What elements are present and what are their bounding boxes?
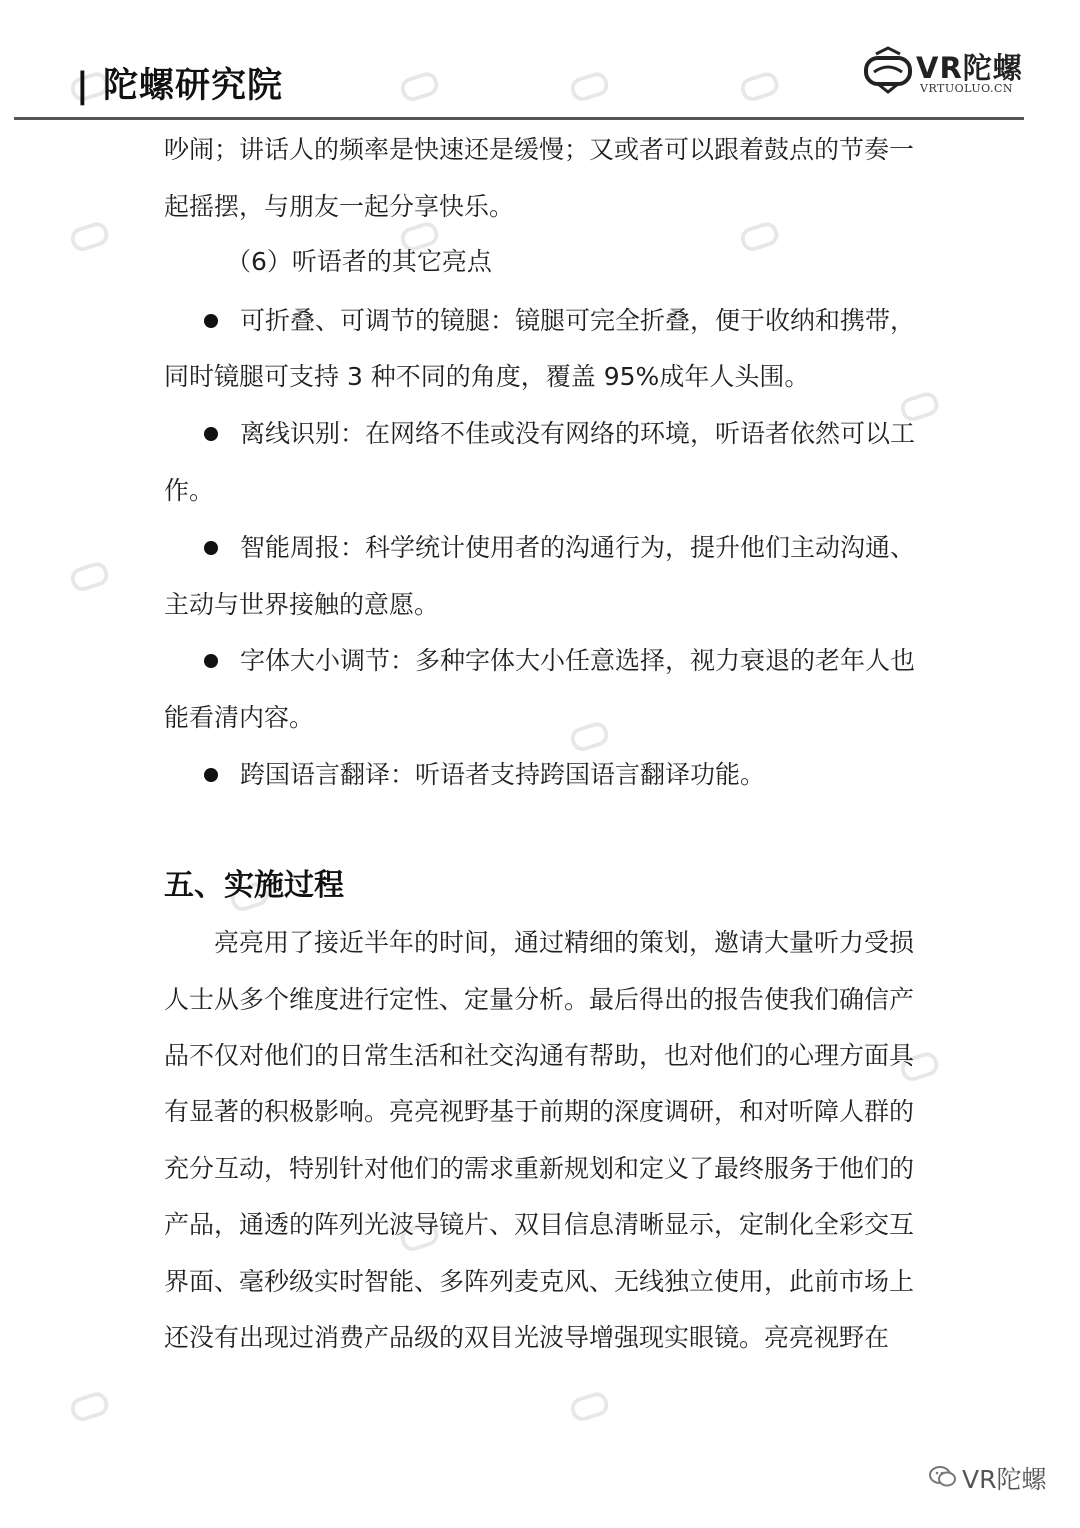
- bullet-icon: [204, 768, 218, 782]
- bullet-item-text: 离线识别：在网络不佳或没有网络的环境，听语者依然可以工: [240, 419, 916, 448]
- paragraph-line: 人士从多个维度进行定性、定量分析。最后得出的报告使我们确信产: [164, 985, 915, 1014]
- bullet-icon: [204, 541, 218, 555]
- watermark: [564, 1350, 716, 1450]
- section-heading: 五、实施过程: [164, 868, 344, 903]
- wechat-icon: [928, 1464, 958, 1490]
- text-line: 作。: [164, 476, 215, 505]
- text-line: 吵闹；讲话人的频率是快速还是缓慢；又或者可以跟着鼓点的节奏一: [164, 135, 915, 164]
- text-line: 能看清内容。: [164, 703, 315, 732]
- watermark: [394, 30, 546, 130]
- bullet-icon: [204, 314, 218, 328]
- subsection-heading: （6）听语者的其它亮点: [226, 247, 492, 276]
- text-line: 主动与世界接触的意愿。: [164, 590, 440, 619]
- watermark: [64, 1350, 216, 1450]
- logo-subtext: VRTUOLUO.CN: [920, 82, 1014, 95]
- watermark-logo-icon: [734, 61, 784, 111]
- header-title: | 陀螺研究院: [76, 66, 283, 106]
- paragraph-line: 亮亮用了接近半年的时间，通过精细的策划，邀请大量听力受损: [214, 928, 915, 957]
- bullet-icon: [204, 654, 218, 668]
- bullet-item-text: 字体大小调节：多种字体大小任意选择，视力衰退的老年人也: [240, 646, 916, 675]
- watermark: [564, 30, 716, 130]
- paragraph-line: 有显著的积极影响。亮亮视野基于前期的深度调研，和对听障人群的: [164, 1097, 915, 1126]
- paragraph-line: 产品，通透的阵列光波导镜片、双目信息清晰显示，定制化全彩交互: [164, 1210, 915, 1239]
- vr-headset-logo-icon: [862, 44, 914, 96]
- header-divider: [14, 117, 1024, 120]
- watermark-logo-icon: [394, 61, 444, 111]
- watermark-logo-icon: [564, 61, 614, 111]
- watermark-logo-icon: [64, 211, 114, 261]
- bullet-item-text: 跨国语言翻译：听语者支持跨国语言翻译功能。: [240, 760, 766, 789]
- watermark-logo-icon: [64, 551, 114, 601]
- bullet-icon: [204, 427, 218, 441]
- text-line: 同时镜腿可支持 3 种不同的角度，覆盖 95%成年人头围。: [164, 362, 810, 391]
- paragraph-line: 充分互动，特别针对他们的需求重新规划和定义了最终服务于他们的: [164, 1154, 915, 1183]
- bullet-item-text: 可折叠、可调节的镜腿：镜腿可完全折叠，便于收纳和携带，: [240, 306, 916, 335]
- paragraph-line: 还没有出现过消费产品级的双目光波导增强现实眼镜。亮亮视野在: [164, 1323, 890, 1352]
- text-line: 起摇摆，与朋友一起分享快乐。: [164, 192, 515, 221]
- footer-text: VR陀螺: [962, 1465, 1047, 1494]
- watermark-logo-icon: [564, 1381, 614, 1431]
- brand-logo: [862, 42, 1032, 100]
- bullet-item-text: 智能周报：科学统计使用者的沟通行为，提升他们主动沟通、: [240, 533, 916, 562]
- logo-text: VR陀螺: [916, 51, 1023, 85]
- watermark-logo-icon: [64, 1381, 114, 1431]
- paragraph-line: 界面、毫秒级实时智能、多阵列麦克风、无线独立使用，此前市场上: [164, 1267, 915, 1296]
- paragraph-line: 品不仅对他们的日常生活和社交沟通有帮助，也对他们的心理方面具: [164, 1041, 915, 1070]
